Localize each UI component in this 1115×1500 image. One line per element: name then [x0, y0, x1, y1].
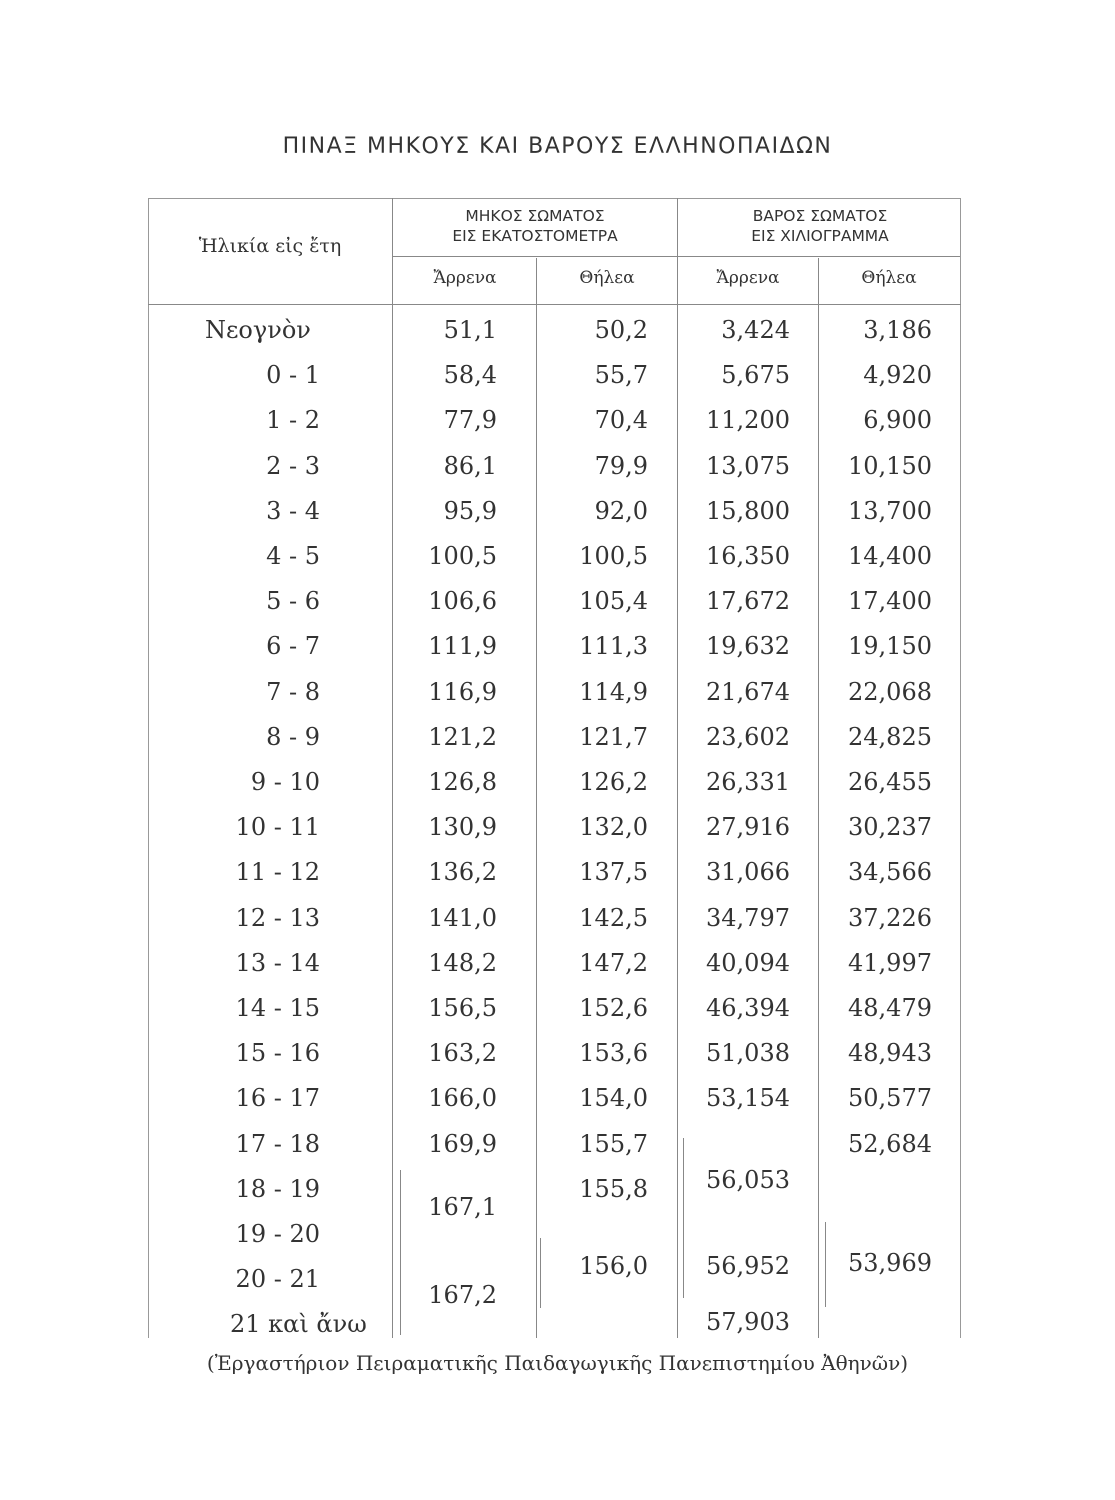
length-girls-cell: 142,5 [579, 904, 648, 932]
length-girls-cell: 153,6 [579, 1039, 648, 1067]
merged-cell-length-boys: 167,1 [428, 1193, 497, 1221]
weight-boys-cell: 16,350 [706, 542, 790, 570]
age-cell: 18 - 19 [235, 1175, 320, 1203]
weight-girls-cell: 48,479 [848, 994, 932, 1022]
length-girls-cell: 137,5 [579, 858, 648, 886]
weight-girls-cell: 37,226 [848, 904, 932, 932]
weight-boys-cell: 5,675 [721, 361, 790, 389]
weight-boys-header: Ἄρρενα [716, 268, 780, 288]
length-girls-header: Θήλεα [579, 268, 635, 288]
weight-boys-cell: 51,038 [706, 1039, 790, 1067]
length-girls-cell: 55,7 [594, 361, 648, 389]
age-cell: 14 - 15 [235, 994, 320, 1022]
weight-girls-cell: 50,577 [848, 1084, 932, 1112]
weight-girls-cell [822, 1174, 932, 1204]
length-boys-cell: 130,9 [428, 813, 497, 841]
weight-girls-cell: 10,150 [848, 452, 932, 480]
age-cell: 15 - 16 [235, 1039, 320, 1067]
age-cell: 9 - 10 [250, 768, 320, 796]
length-header-line1: ΜΗΚΟΣ ΣΩΜΑΤΟΣ [465, 207, 605, 225]
column-divider [392, 198, 393, 1338]
length-boys-cell: 106,6 [428, 587, 497, 615]
length-boys-cell: 51,1 [443, 316, 497, 344]
length-girls-cell: 132,0 [579, 813, 648, 841]
age-cell: 10 - 11 [235, 813, 320, 841]
length-boys-cell: 100,5 [428, 542, 497, 570]
column-divider [536, 258, 537, 1338]
merged-cell-weight-boys: 57,903 [706, 1308, 790, 1336]
weight-boys-cell: 19,632 [706, 632, 790, 660]
length-boys-cell [395, 1309, 497, 1339]
age-cell: 11 - 12 [235, 858, 320, 886]
length-boys-cell [395, 1219, 497, 1249]
weight-boys-cell: 26,331 [706, 768, 790, 796]
age-cell: 7 - 8 [266, 678, 320, 706]
weight-boys-cell: 13,075 [706, 452, 790, 480]
length-boys-cell: 116,9 [428, 678, 497, 706]
span-bracket [540, 1238, 541, 1308]
span-bracket [400, 1170, 401, 1335]
length-girls-cell: 155,8 [579, 1175, 648, 1203]
weight-boys-cell: 46,394 [706, 994, 790, 1022]
length-girls-cell: 100,5 [579, 542, 648, 570]
weight-girls-cell: 6,900 [863, 406, 932, 434]
length-header-line2: ΕΙΣ ΕΚΑΤΟΣΤΟΜΕΤΡΑ [452, 227, 618, 245]
age-cell: 0 - 1 [266, 361, 320, 389]
age-cell: 2 - 3 [266, 452, 320, 480]
length-boys-cell: 163,2 [428, 1039, 497, 1067]
length-girls-cell: 121,7 [579, 723, 648, 751]
age-cell: Νεογνὸν [205, 316, 311, 344]
age-cell: 21 καὶ ἄνω [230, 1310, 367, 1338]
weight-boys-cell: 34,797 [706, 904, 790, 932]
header-rule [148, 304, 961, 305]
column-divider [818, 258, 819, 1338]
length-boys-header: Ἄρρενα [433, 268, 497, 288]
length-girls-cell: 111,3 [579, 632, 648, 660]
column-divider [677, 198, 678, 1338]
weight-girls-cell: 52,684 [848, 1130, 932, 1158]
length-boys-cell: 126,8 [428, 768, 497, 796]
weight-girls-cell: 48,943 [848, 1039, 932, 1067]
merged-cell-weight-boys: 56,053 [706, 1166, 790, 1194]
age-cell: 17 - 18 [235, 1130, 320, 1158]
length-girls-cell: 152,6 [579, 994, 648, 1022]
age-cell: 8 - 9 [266, 723, 320, 751]
age-cell: 4 - 5 [266, 542, 320, 570]
weight-boys-cell: 17,672 [706, 587, 790, 615]
length-boys-cell: 86,1 [443, 452, 497, 480]
weight-group-header [680, 206, 960, 246]
age-cell: 3 - 4 [266, 497, 320, 525]
age-cell: 13 - 14 [235, 949, 320, 977]
merged-cell-weight-boys: 56,952 [706, 1252, 790, 1280]
weight-girls-cell: 30,237 [848, 813, 932, 841]
length-boys-cell: 169,9 [428, 1130, 497, 1158]
length-girls-cell [540, 1309, 648, 1339]
length-girls-cell: 92,0 [594, 497, 648, 525]
weight-girls-cell: 4,920 [863, 361, 932, 389]
weight-girls-cell: 3,186 [863, 316, 932, 344]
length-girls-cell [540, 1219, 648, 1249]
weight-boys-cell: 40,094 [706, 949, 790, 977]
age-cell: 1 - 2 [266, 406, 320, 434]
weight-boys-cell: 21,674 [706, 678, 790, 706]
length-boys-cell: 136,2 [428, 858, 497, 886]
length-girls-cell: 79,9 [594, 452, 648, 480]
age-cell: 5 - 6 [266, 587, 320, 615]
weight-girls-cell: 24,825 [848, 723, 932, 751]
age-column-header: Ἡλικία εἰς ἔτη [198, 235, 342, 257]
weight-girls-cell [822, 1219, 932, 1249]
length-girls-cell: 147,2 [579, 949, 648, 977]
weight-boys-cell: 3,424 [721, 316, 790, 344]
length-boys-cell: 166,0 [428, 1084, 497, 1112]
weight-girls-cell: 14,400 [848, 542, 932, 570]
length-girls-cell: 154,0 [579, 1084, 648, 1112]
length-boys-cell: 156,5 [428, 994, 497, 1022]
weight-girls-header: Θήλεα [861, 268, 917, 288]
length-boys-cell: 148,2 [428, 949, 497, 977]
weight-boys-cell: 27,916 [706, 813, 790, 841]
age-cell: 20 - 21 [235, 1265, 320, 1293]
merged-cell-length-girls: 156,0 [579, 1252, 648, 1280]
header-rule [392, 256, 960, 257]
length-boys-cell: 141,0 [428, 904, 497, 932]
length-boys-cell: 58,4 [443, 361, 497, 389]
weight-girls-cell: 34,566 [848, 858, 932, 886]
length-boys-cell: 111,9 [428, 632, 497, 660]
weight-girls-cell: 17,400 [848, 587, 932, 615]
weight-girls-cell: 26,455 [848, 768, 932, 796]
length-group-header [395, 206, 675, 246]
weight-girls-cell: 19,150 [848, 632, 932, 660]
weight-boys-cell [680, 1129, 790, 1159]
length-girls-cell: 105,4 [579, 587, 648, 615]
weight-boys-cell: 15,800 [706, 497, 790, 525]
weight-girls-cell: 41,997 [848, 949, 932, 977]
merged-cell-weight-girls: 53,969 [848, 1249, 932, 1277]
age-cell: 19 - 20 [235, 1220, 320, 1248]
length-boys-cell: 95,9 [443, 497, 497, 525]
age-cell: 6 - 7 [266, 632, 320, 660]
weight-boys-cell: 31,066 [706, 858, 790, 886]
length-girls-cell: 155,7 [579, 1130, 648, 1158]
length-boys-cell: 77,9 [443, 406, 497, 434]
weight-girls-cell: 22,068 [848, 678, 932, 706]
source-note: (Ἐργαστήριον Πειραματικῆς Παιδαγωγικῆς Πανεπιστημίου Ἀθηνῶν) [206, 1351, 909, 1375]
weight-girls-cell [822, 1309, 932, 1339]
age-cell: 16 - 17 [235, 1084, 320, 1112]
length-girls-cell: 70,4 [594, 406, 648, 434]
merged-cell-length-boys: 167,2 [428, 1281, 497, 1309]
weight-header-line1: ΒΑΡΟΣ ΣΩΜΑΤΟΣ [752, 207, 888, 225]
length-girls-cell: 114,9 [579, 678, 648, 706]
span-bracket [683, 1138, 684, 1298]
span-bracket [825, 1222, 826, 1307]
table-title: ΠΙΝΑΞ ΜΗΚΟΥΣ ΚΑΙ ΒΑΡΟΥΣ ΕΛΛΗΝΟΠΑΙΔΩΝ [282, 134, 833, 159]
length-girls-cell: 50,2 [594, 316, 648, 344]
length-girls-cell: 126,2 [579, 768, 648, 796]
weight-header-line2: ΕΙΣ ΧΙΛΙΟΓΡΑΜΜΑ [751, 227, 889, 245]
length-boys-cell: 121,2 [428, 723, 497, 751]
weight-girls-cell: 13,700 [848, 497, 932, 525]
weight-boys-cell: 11,200 [706, 406, 790, 434]
weight-boys-cell: 23,602 [706, 723, 790, 751]
weight-boys-cell: 53,154 [706, 1084, 790, 1112]
age-cell: 12 - 13 [235, 904, 320, 932]
weight-boys-cell [680, 1219, 790, 1249]
